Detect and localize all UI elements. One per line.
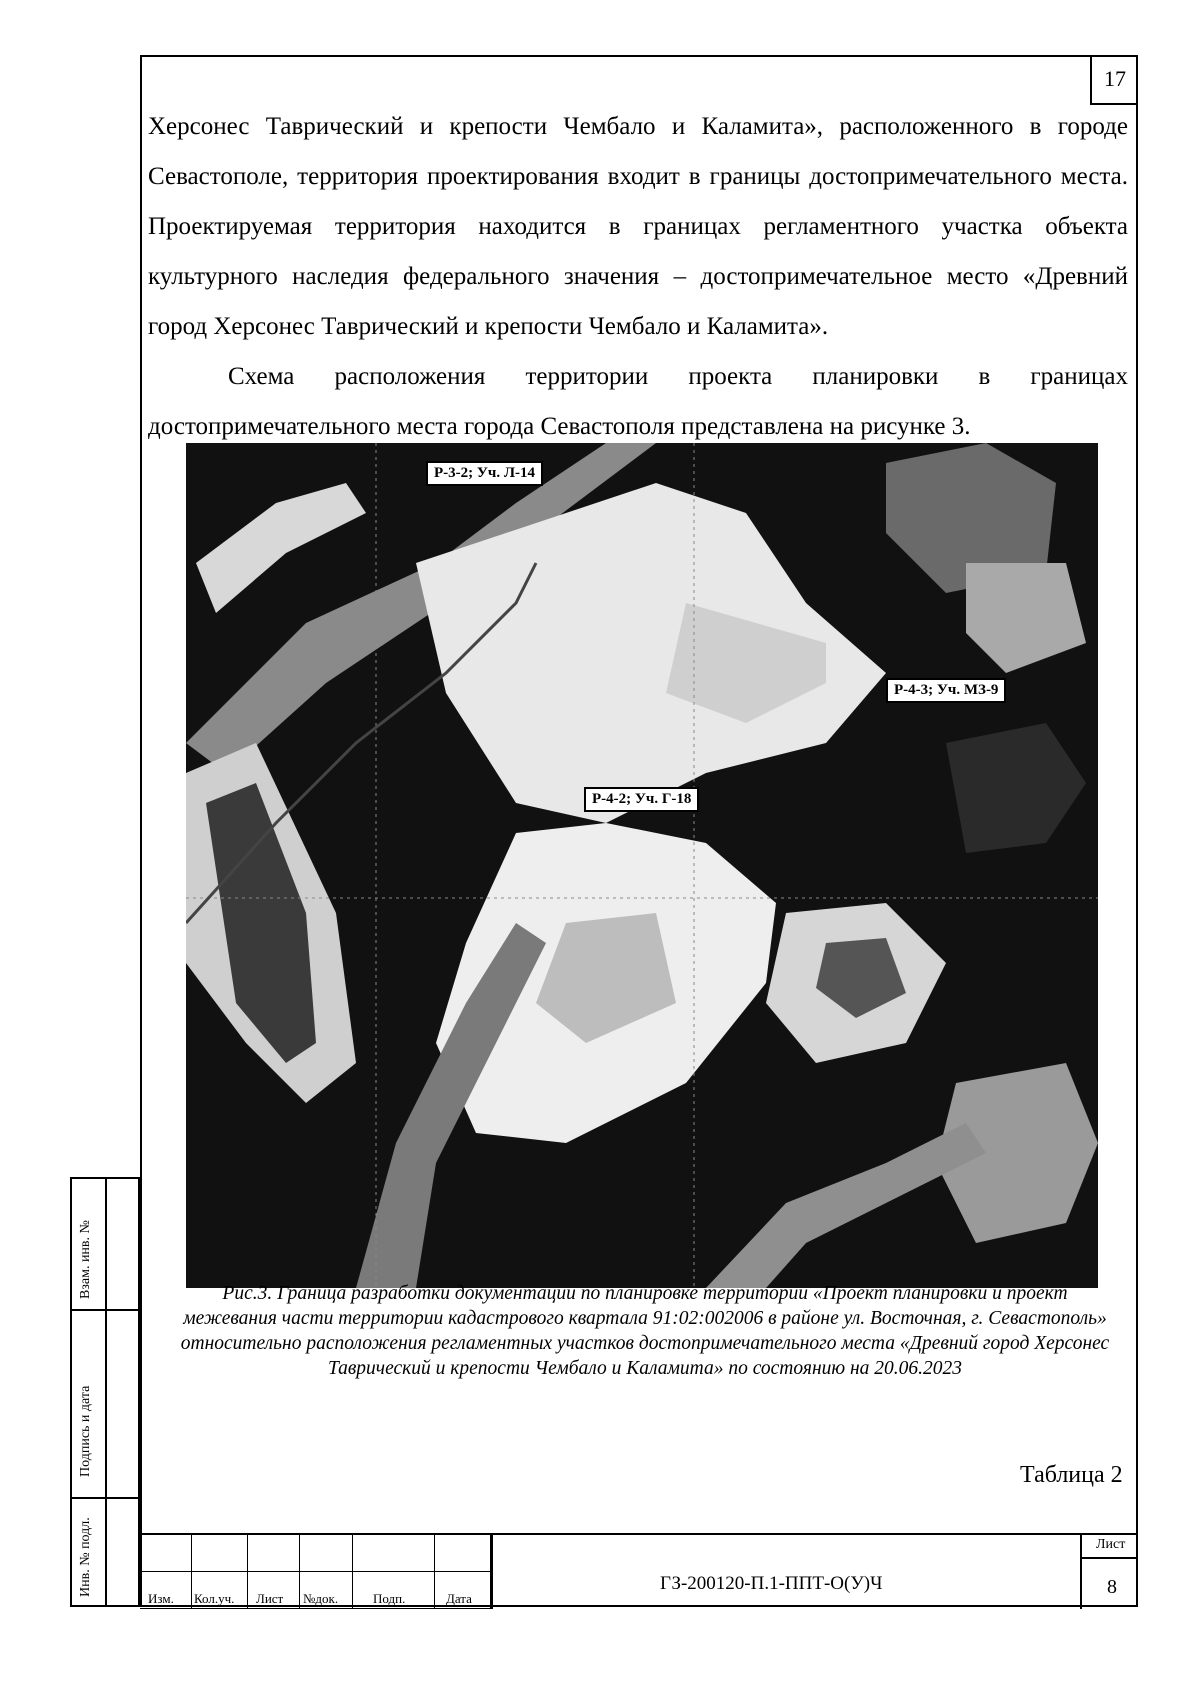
sheet-label: Лист xyxy=(1096,1537,1126,1552)
aerial-map-figure xyxy=(186,443,1098,1288)
tb-cell xyxy=(192,1535,248,1572)
tb-divider xyxy=(1080,1535,1082,1609)
side-label-inv: Инв. № подл. xyxy=(78,1517,93,1597)
tb-cell xyxy=(353,1535,435,1572)
page-number: 17 xyxy=(1090,55,1138,105)
tb-cell xyxy=(300,1535,353,1572)
label-zone-r42: Р-4-2; Уч. Г-18 xyxy=(584,787,699,812)
paragraph-2: Схема расположения территории проекта планировки в границах достопримечательного места города Севастополя представлена на рисунке 3. xyxy=(148,363,1128,440)
tb-cell xyxy=(140,1535,192,1572)
tb-cell xyxy=(248,1535,300,1572)
tb-divider xyxy=(491,1535,493,1609)
label-zone-r43: Р-4-3; Уч. МЗ-9 xyxy=(886,678,1006,703)
side-divider xyxy=(72,1497,138,1499)
paragraph-1: Херсонес Таврический и крепости Чембало и Каламита», расположенного в городе Севастополе, территория проектирования входит в границы достопримечательного места. Проектируемая территория находится в границах регламентного участка объекта культурного наследия федерального значения – достопримечательное место «Древний город Херсонес Таврический и крепости Чембало и Каламита». xyxy=(148,113,1128,340)
side-label-vzam: Взам. инв. № xyxy=(78,1220,93,1299)
tb-cell xyxy=(435,1535,491,1572)
label-zone-r32: Р-3-2; Уч. Л-14 xyxy=(426,461,543,486)
aerial-photo xyxy=(186,443,1098,1288)
tb-col-ndok: №док. xyxy=(303,1591,339,1606)
tb-col-kolich: Кол.уч. xyxy=(194,1591,235,1606)
side-label-podpis: Подпись и дата xyxy=(78,1385,93,1477)
document-code: ГЗ-200120-П.1-ППТ-О(У)Ч xyxy=(660,1573,883,1594)
side-strip-vline xyxy=(105,1179,107,1605)
sheet-number: 8 xyxy=(1107,1576,1117,1598)
side-strip xyxy=(70,1177,140,1607)
tb-col-list: Лист xyxy=(256,1591,284,1606)
tb-col-data: Дата xyxy=(446,1591,472,1606)
tb-col-izm: Изм. xyxy=(148,1591,174,1606)
tb-divider xyxy=(1080,1557,1138,1559)
figure-caption: Рис.3. Граница разработки документации по планировке территории «Проект планировки и проект межевания части территории кадастрового квартала 91:02:002006 в районе ул. Восточная, г. Севастополь» относительно расположения регламентных участков достопримечательного места «Древний город Херсонес Таврический и крепости Чембало и Каламита» по состоянию на 20.06.2023 xyxy=(180,1283,1110,1379)
side-divider xyxy=(72,1309,138,1311)
tb-col-podp: Подп. xyxy=(373,1591,406,1606)
title-block xyxy=(140,1533,1138,1607)
table-label: Таблица 2 xyxy=(1020,1462,1123,1488)
